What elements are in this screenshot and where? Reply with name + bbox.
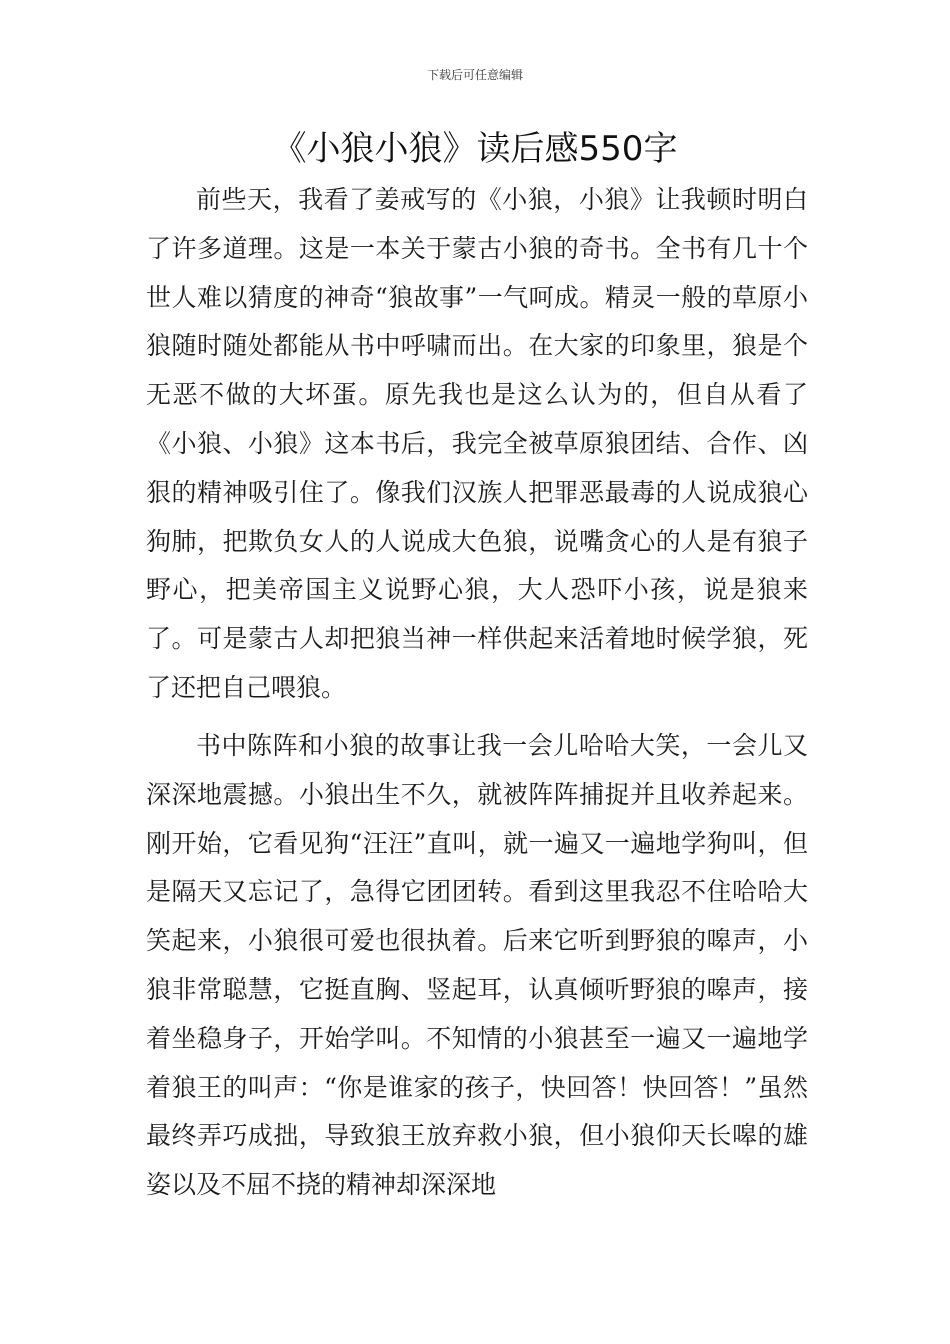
- header-note: 下载后可任意编辑: [426, 68, 523, 82]
- body-paragraph: 书中陈阵和小狼的故事让我一会儿哈哈大笑，一会儿又深深地震撼。小狼出生不久，就被阵阵捕捉并且收养起来。刚开始，它看见狗“汪汪”直叫，就一遍又一遍地学狗叫，但是隔天又忘记了，急得它团团转。看到这里我忍不住哈哈大笑起来，小狼很可爱也很执着。后来它听到野狼的嗥声，小狼非常聪慧，它挺直胸、竖起耳，认真倾听野狼的嗥声，接着坐稳身子，开始学叫。不知情的小狼甚至一遍又一遍地学着狼王的叫声：“你是谁家的孩子，快回答！快回答！”虽然最终弄巧成拙，导致狼王放弃救小狼，但小狼仰天长嗥的雄姿以及不屈不挠的精神却深深地: [146, 731, 808, 1200]
- document-title: 《小狼小狼》读后感550字: [272, 129, 678, 169]
- body-paragraph: 前些天，我看了姜戒写的《小狼，小狼》让我顿时明白了许多道理。这是一本关于蒙古小狼的奇书。全书有几十个世人难以猜度的神奇“狼故事”一气呵成。精灵一般的草原小狼随时随处都能从书中呼啸而出。在大家的印象里，狼是个无恶不做的大坏蛋。原先我也是这么认为的，但自从看了《小狼、小狼》这本书后，我完全被草原狼团结、合作、凶狠的精神吸引住了。像我们汉族人把罪恶最毒的人说成狼心狗肺，把欺负女人的人说成大色狼，说嘴贪心的人是有狼子野心，把美帝国主义说野心狼，大人恐吓小孩，说是狼来了。可是蒙古人却把狼当神一样供起来活着地时候学狼，死了还把自己喂狼。: [146, 185, 808, 702]
